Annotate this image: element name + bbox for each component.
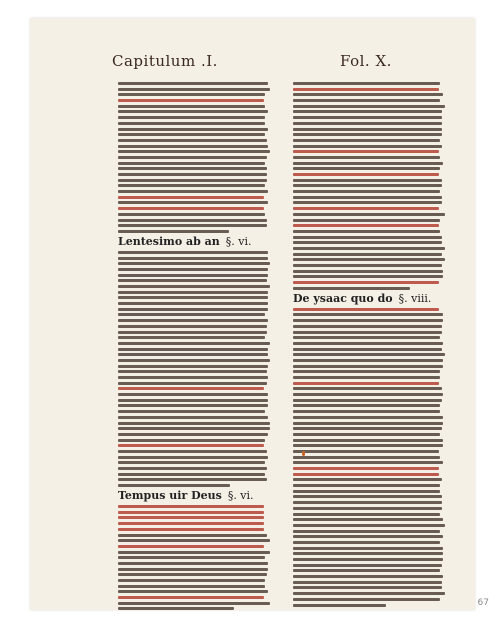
text-line: [293, 336, 440, 339]
text-line: [293, 552, 443, 555]
section-number: §. viii.: [398, 291, 432, 305]
text-line: [293, 145, 442, 148]
text-line: [118, 313, 265, 316]
text-line: [118, 573, 267, 576]
text-line: [293, 224, 439, 227]
text-line: [293, 439, 443, 442]
text-line: [293, 444, 443, 447]
text-line: [118, 213, 265, 216]
text-line: [118, 325, 267, 328]
text-block: [118, 251, 270, 487]
text-line: [118, 207, 264, 210]
text-line: [118, 484, 230, 487]
text-line: [293, 393, 443, 396]
text-line: [118, 279, 267, 282]
text-line: [118, 296, 268, 299]
text-line: [293, 467, 439, 470]
text-line: [118, 365, 268, 368]
text-line: [293, 179, 442, 182]
text-line: [118, 342, 270, 345]
text-line: [118, 370, 267, 373]
text-line: [118, 545, 264, 548]
text-line: [293, 247, 445, 250]
text-line: [118, 516, 264, 519]
text-line: [293, 547, 443, 550]
text-line: [118, 150, 270, 153]
text-line: [293, 88, 439, 91]
text-line: [118, 444, 264, 447]
text-line: [293, 253, 442, 256]
text-line: [118, 179, 267, 182]
text-line: [118, 262, 270, 265]
text-line: [293, 150, 439, 153]
text-line: [293, 461, 443, 464]
text-line: [118, 416, 268, 419]
text-line: [293, 201, 442, 204]
text-line: [118, 184, 265, 187]
text-line: [293, 275, 443, 278]
text-line: [293, 325, 442, 328]
text-line: [118, 173, 267, 176]
text-line: [293, 382, 439, 385]
text-line: [293, 133, 442, 136]
text-line: [293, 564, 442, 567]
text-line: [293, 478, 442, 481]
text-line: [293, 105, 445, 108]
text-line: [293, 230, 440, 233]
text-line: [293, 308, 439, 311]
text-line: [118, 590, 268, 593]
text-line: [118, 133, 265, 136]
text-line: [118, 382, 267, 385]
text-line: [118, 456, 268, 459]
text-line: [118, 387, 264, 390]
text-line: [293, 264, 442, 267]
text-line: [118, 439, 265, 442]
text-line: [293, 207, 439, 210]
text-line: [118, 291, 268, 294]
text-line: [118, 99, 264, 102]
text-block: [118, 505, 270, 610]
text-line: [293, 450, 439, 453]
text-line: [118, 116, 265, 119]
text-line: [293, 507, 442, 510]
text-line: [293, 270, 443, 273]
text-block: [118, 82, 270, 233]
pencil-annotation: 67: [477, 598, 489, 608]
text-line: [293, 128, 442, 131]
running-head-left: Capitulum .I.: [112, 52, 218, 70]
text-line: [118, 556, 265, 559]
text-line: [118, 224, 267, 227]
section-number: §. vi.: [225, 234, 252, 248]
text-line: [118, 128, 268, 131]
text-line: [118, 302, 268, 305]
text-line: [293, 319, 443, 322]
text-line: [118, 522, 264, 525]
manuscript-page: [30, 18, 489, 610]
running-head-right: Fol. X.: [340, 52, 392, 70]
ink-stain: [302, 451, 305, 456]
text-line: [118, 562, 268, 565]
text-line: [118, 190, 268, 193]
text-line: [293, 173, 439, 176]
text-line: [118, 422, 270, 425]
text-line: [118, 410, 265, 413]
text-line: [118, 478, 267, 481]
text-line: [293, 416, 443, 419]
text-line: [293, 569, 440, 572]
text-line: [118, 585, 265, 588]
text-line: [293, 162, 443, 165]
text-line: [293, 495, 442, 498]
text-line: [118, 450, 267, 453]
text-line: [293, 404, 440, 407]
text-line: [293, 535, 443, 538]
section-heading-text: Lentesimo ab an: [118, 234, 220, 248]
text-line: [293, 219, 440, 222]
text-line: [118, 230, 229, 233]
text-line: [293, 433, 440, 436]
section-heading-text: Tempus uir Deus: [118, 489, 222, 503]
text-line: [118, 88, 270, 91]
text-line: [293, 353, 445, 356]
text-line: [293, 359, 443, 362]
text-line: [118, 399, 268, 402]
text-line: [118, 579, 265, 582]
text-block: [293, 82, 445, 290]
text-line: [293, 376, 440, 379]
text-line: [118, 336, 265, 339]
text-line: [118, 511, 264, 514]
text-line: [293, 287, 410, 290]
text-line: [118, 505, 264, 508]
text-block: [293, 308, 445, 607]
text-line: [118, 162, 265, 165]
text-line: [293, 281, 439, 284]
text-line: [293, 524, 445, 527]
text-line: [118, 539, 270, 542]
text-line: [118, 433, 268, 436]
text-line: [293, 331, 442, 334]
text-line: [293, 399, 442, 402]
section-heading-text: De ysaac quo do: [293, 291, 393, 305]
text-line: [293, 586, 442, 589]
text-line: [293, 518, 443, 521]
text-line: [293, 116, 442, 119]
text-line: [293, 410, 440, 413]
text-line: [118, 105, 265, 108]
text-line: [118, 145, 268, 148]
text-line: [293, 370, 440, 373]
text-line: [293, 110, 442, 113]
text-line: [118, 196, 264, 199]
text-line: [293, 473, 439, 476]
text-line: [293, 484, 440, 487]
text-line: [293, 575, 443, 578]
text-line: [118, 534, 267, 537]
text-column-left: [118, 82, 270, 613]
text-line: [118, 528, 264, 531]
text-line: [118, 348, 268, 351]
text-line: [118, 219, 267, 222]
text-line: [293, 456, 440, 459]
text-line: [118, 602, 270, 605]
text-line: [293, 156, 440, 159]
text-line: [118, 427, 270, 430]
text-line: [293, 167, 440, 170]
text-line: [118, 353, 268, 356]
section-heading-right-1: [293, 293, 445, 305]
text-line: [118, 274, 268, 277]
text-line: [293, 342, 443, 345]
text-line: [118, 551, 270, 554]
text-line: [118, 359, 270, 362]
text-line: [293, 541, 440, 544]
text-line: [118, 331, 267, 334]
text-line: [293, 99, 440, 102]
text-line: [293, 490, 440, 493]
text-line: [293, 190, 440, 193]
text-line: [293, 348, 442, 351]
text-line: [293, 258, 445, 261]
text-line: [293, 387, 442, 390]
text-line: [293, 82, 440, 85]
text-line: [118, 251, 268, 254]
text-line: [293, 213, 445, 216]
text-line: [293, 241, 442, 244]
text-line: [293, 598, 440, 601]
text-line: [293, 313, 443, 316]
text-line: [118, 319, 268, 322]
text-line: [293, 427, 442, 430]
text-line: [293, 139, 440, 142]
text-line: [118, 93, 265, 96]
text-line: [293, 530, 440, 533]
text-line: [118, 376, 268, 379]
text-line: [118, 596, 264, 599]
text-line: [118, 122, 265, 125]
text-line: [118, 473, 265, 476]
text-line: [118, 156, 267, 159]
text-line: [293, 196, 442, 199]
text-line: [293, 513, 440, 516]
text-line: [118, 139, 267, 142]
text-column-right: [293, 82, 445, 609]
text-line: [118, 393, 268, 396]
text-line: [293, 365, 443, 368]
text-line: [293, 93, 443, 96]
text-line: [118, 308, 268, 311]
text-line: [293, 581, 442, 584]
text-line: [118, 285, 270, 288]
text-line: [118, 167, 267, 170]
text-line: [118, 201, 268, 204]
text-line: [118, 404, 268, 407]
text-line: [293, 604, 386, 607]
section-heading-left-2: [118, 490, 270, 502]
text-line: [293, 236, 442, 239]
text-line: [293, 422, 443, 425]
text-line: [118, 257, 268, 260]
text-line: [118, 268, 268, 271]
text-line: [118, 110, 268, 113]
section-number: §. vi.: [227, 489, 254, 503]
section-heading-left-1: [118, 236, 270, 248]
text-line: [293, 122, 442, 125]
text-line: [118, 568, 268, 571]
text-line: [118, 82, 268, 85]
text-line: [293, 501, 442, 504]
text-line: [293, 184, 442, 187]
text-line: [118, 461, 265, 464]
text-line: [293, 592, 445, 595]
text-line: [293, 558, 443, 561]
text-line: [118, 467, 267, 470]
text-line: [118, 607, 234, 610]
